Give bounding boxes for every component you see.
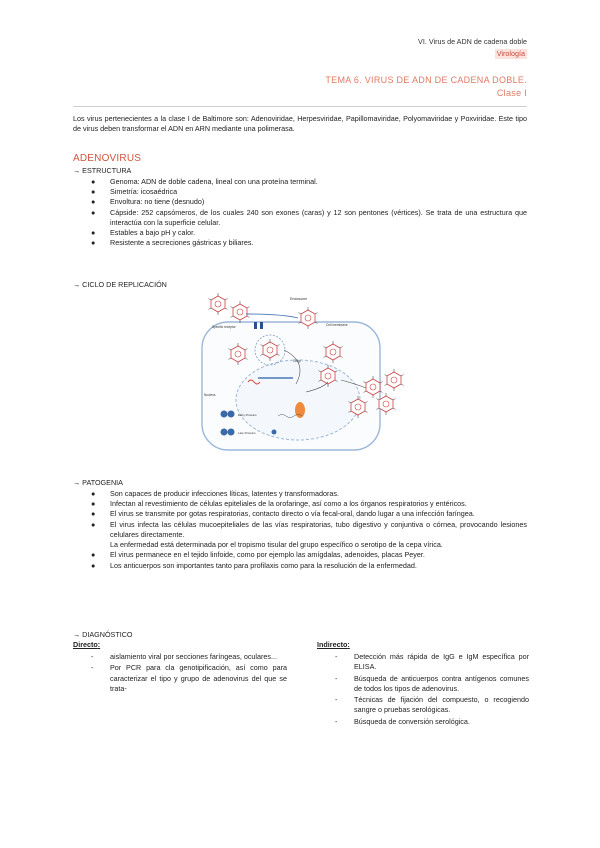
figure-label-early: Early Proteins — [238, 413, 257, 417]
virion-extracellular — [231, 301, 250, 323]
topic-class: Clase I — [496, 88, 527, 99]
receptor-mark — [260, 322, 263, 329]
course-header: VI. Virus de ADN de cadena doble — [418, 37, 527, 46]
list-item: ● Cápside: 252 capsómeros, de los cuales 240 son exones (caras) y 12 son pentones (vértices). Se trata de una estructura que interactúa con la superficie celular. — [91, 207, 527, 227]
late-protein-mark — [228, 429, 235, 436]
pathogenesis-list — [91, 489, 527, 571]
list-item: - Por PCR para cla genotipificación, así como para caracterizar el tipo y grupo de adenovirus del que se trata- — [91, 663, 287, 693]
direct-list — [73, 652, 287, 694]
topic-heading — [325, 74, 527, 100]
list-item: - Detección más rápida de IgG e IgM específica por ELISA. — [335, 652, 529, 672]
intro-paragraph: Los virus pertenecientes a la clase I de Baltimore son: Adenoviridae, Herpesviridae, Papillomaviridae, Polyomaviridae y Poxviridae. Este tipo de virus deben transformar el ADN en ARN mediante una polimerasa. — [73, 114, 527, 134]
early-protein-mark — [221, 411, 228, 418]
list-item: ● Infectan al revestimiento de células epiteliales de la orofaringe, así como a los órganos respiratorios y entéricos. — [91, 499, 467, 509]
virion-released — [385, 369, 404, 391]
list-item: ● Simetría: icosaédrica — [91, 187, 178, 197]
list-item: ● Resistente a secreciones gástricas y biliares. — [91, 238, 254, 248]
figure-label-late: Late Proteins — [238, 431, 256, 435]
nucleus-shape — [236, 360, 360, 440]
list-item: - aislamiento viral por secciones faríngeas, oculares... — [91, 652, 277, 662]
late-protein-mark — [221, 429, 228, 436]
figure-label-receptor: Specific receptor — [212, 325, 236, 329]
running-header — [418, 37, 527, 59]
list-item: - Búsqueda de anticuerpos contra antígenos comunes de todos los tipos de adenovirus. — [335, 673, 529, 693]
list-item: ● El virus se transmite por gotas respiratorias, contacto directo o vía fecal-oral, dando lugar a una infección faríngea. — [91, 509, 475, 519]
list-item: ● El virus permanece en el tejido linfoide, como por ejemplo las amígdalas, adenoides, placas Peyer. — [91, 550, 425, 560]
virion-extracellular — [209, 293, 228, 315]
figure-label-nucleus: Nucleus — [204, 393, 216, 397]
diagnosis-direct: Directo: - aislamiento viral por secciones faríngeas, oculares... - Por PCR para cla genotipificación, así como para caracterizar el tipo y grupo de adenovirus del que se trata- — [73, 640, 287, 693]
pathogenesis-heading: → PATOGENIA — [73, 478, 123, 487]
figure-label-endosome: Endosome — [290, 297, 308, 301]
direct-title: Directo — [73, 640, 98, 649]
list-item: - Técnicas de fijación del compuesto, o recogiendo sangre o pruebas serológicas. — [335, 695, 529, 715]
replication-heading: → CICLO DE REPLICACIÓN — [73, 280, 167, 289]
indirect-title: Indirecto — [317, 640, 348, 649]
figure-label-cell-membrane: Cell membrane — [326, 323, 348, 327]
topic-title: TEMA 6. VIRUS DE ADN DE CADENA DOBLE. — [325, 75, 527, 85]
list-item: ● Los anticuerpos son importantes tanto para profilaxis como para la resolución de la enfermedad. — [91, 560, 417, 570]
divider — [73, 106, 527, 107]
figure-label-golgi: Golgi — [293, 359, 301, 363]
list-item: ● Son capaces de producir infecciones líticas, latentes y transformadoras. — [91, 489, 339, 498]
section-title-adenovirus: ADENOVIRUS — [73, 153, 142, 164]
list-item: ● Envoltura: no tiene (desnudo) — [91, 197, 205, 207]
list-item-continuation: La enfermedad está determinada por el tropismo tisular del grupo específico o serotipo de la cepa vírica. — [110, 540, 443, 550]
list-item: ● El virus infecta las células mucoepiteliales de las vías respiratorias, tubo digestivo y conjuntiva o córnea, provocando lesiones celulares directamente. — [91, 519, 527, 539]
early-protein-mark — [228, 411, 235, 418]
list-item: - Búsqueda de conversión serológica. — [335, 716, 470, 726]
subject-tag: Virología — [496, 49, 525, 59]
diagnosis-heading: → DIAGNÓSTICO — [73, 630, 133, 639]
list-item: ● Genoma: ADN de doble cadena, lineal con una proteína terminal. — [91, 177, 318, 186]
entry-arrow — [246, 314, 298, 318]
structure-list — [91, 177, 527, 249]
list-item: ● Estables a bajo pH y calor. — [91, 228, 196, 238]
replication-center — [295, 402, 305, 418]
structure-heading: → ESTRUCTURA — [73, 166, 132, 175]
replication-cycle-figure — [198, 292, 413, 455]
indirect-list — [317, 652, 529, 727]
protein-mark — [272, 430, 277, 435]
receptor-mark — [254, 322, 257, 329]
diagnosis-indirect: Indirecto: - Detección más rápida de IgG e IgM específica por ELISA. - Búsqueda de anticuerpos contra antígenos comunes de todos los tipos de adenovirus. - Técnicas de fijación del compuesto, o recogiendo sangre o pruebas serológicas. - Búsqueda de conversión serológica. — [317, 640, 529, 726]
